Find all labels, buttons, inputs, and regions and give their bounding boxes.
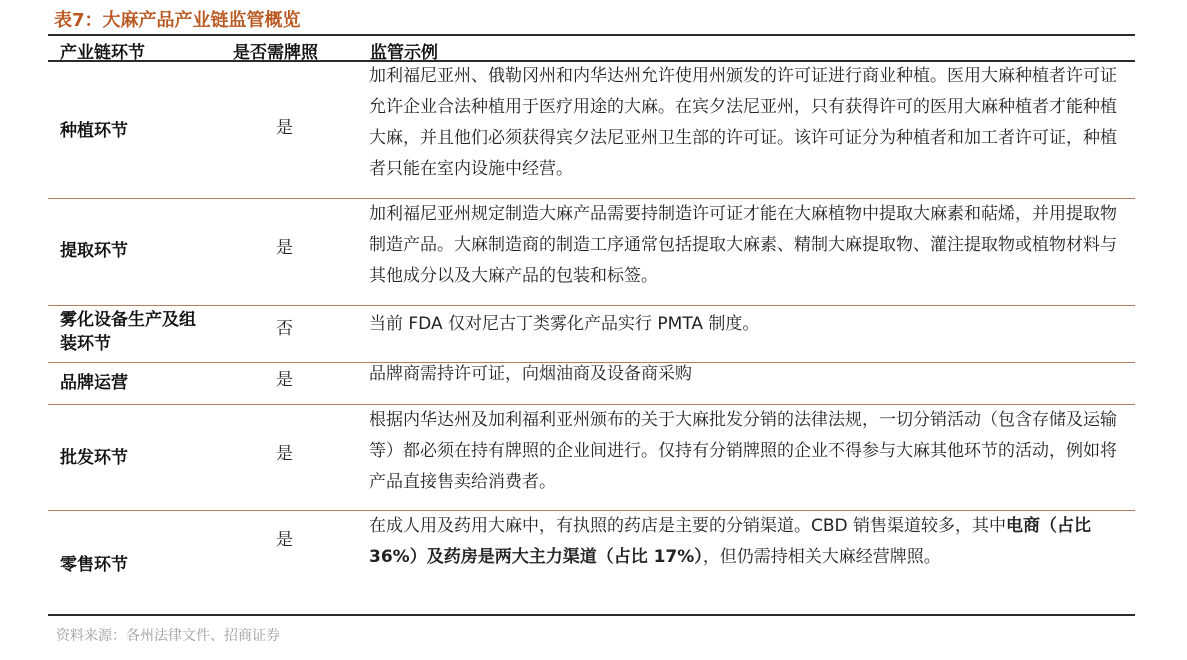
table-row	[48, 306, 1135, 362]
license-cell: 是	[276, 444, 293, 464]
header-segment: 产业链环节	[60, 43, 145, 63]
description-highlight: 电商（占比 36%）及药房是两大主力渠道（占比 17%）	[369, 516, 1092, 567]
table-row	[48, 511, 1135, 615]
table-row	[48, 61, 1135, 198]
segment-cell: 种植环节	[60, 121, 128, 141]
segment-cell: 品牌运营	[60, 373, 128, 393]
source-note: 资料来源：各州法律文件、招商证券	[56, 628, 280, 644]
table-title: 表7：大麻产品产业链监管概览	[54, 10, 301, 31]
license-cell: 否	[276, 319, 293, 339]
description-cell: 根据内华达州及加利福利亚州颁布的关于大麻批发分销的法律法规，一切分销活动（包含存储及运输等）都必须在持有牌照的企业间进行。仅持有分销牌照的企业不得参与大麻其他环节的活动，例如将产品直接售卖给消费者。	[369, 410, 1117, 492]
table-row	[48, 199, 1135, 305]
segment-cell: 提取环节	[60, 241, 128, 261]
description-text: 在成人用及药用大麻中，有执照的药店是主要的分销渠道。CBD 销售渠道较多，其中	[369, 516, 1007, 536]
table-top-rule	[48, 34, 1135, 36]
segment-cell: 零售环节	[60, 555, 128, 575]
description-cell: 加利福尼亚州、俄勒冈州和内华达州允许使用州颁发的许可证进行商业种植。医用大麻种植者许可证允许企业合法种植用于医疗用途的大麻。在宾夕法尼亚州，只有获得许可的医用大麻种植者才能种植大麻，并且他们必须获得宾夕法尼亚州卫生部的许可证。该许可证分为种植者和加工者许可证，种植者只能在室内设施中经营。	[369, 66, 1117, 179]
description-cell	[369, 511, 1129, 573]
license-cell: 是	[276, 370, 293, 390]
header-license: 是否需牌照	[233, 43, 318, 63]
segment-cell: 批发环节	[60, 448, 128, 468]
table-bottom-rule	[48, 614, 1135, 616]
license-cell: 是	[276, 118, 293, 138]
header-example: 监管示例	[370, 43, 438, 63]
description-cell: 当前 FDA 仅对尼古丁类雾化产品实行 PMTA 制度。	[369, 314, 760, 334]
description-text: ，但仍需持相关大麻经营牌照。	[702, 547, 941, 567]
license-cell: 是	[276, 530, 293, 550]
license-cell: 是	[276, 238, 293, 258]
table-row	[48, 363, 1135, 403]
table-row	[48, 405, 1135, 510]
description-cell: 品牌商需持许可证，向烟油商及设备商采购	[369, 364, 692, 384]
description-cell: 加利福尼亚州规定制造大麻产品需要持制造许可证才能在大麻植物中提取大麻素和萜烯，并用提取物制造产品。大麻制造商的制造工序通常包括提取大麻素、精制大麻提取物、灌注提取物或植物材料与其他成分以及大麻产品的包装和标签。	[369, 204, 1117, 286]
segment-cell: 雾化设备生产及组装环节	[60, 310, 196, 354]
